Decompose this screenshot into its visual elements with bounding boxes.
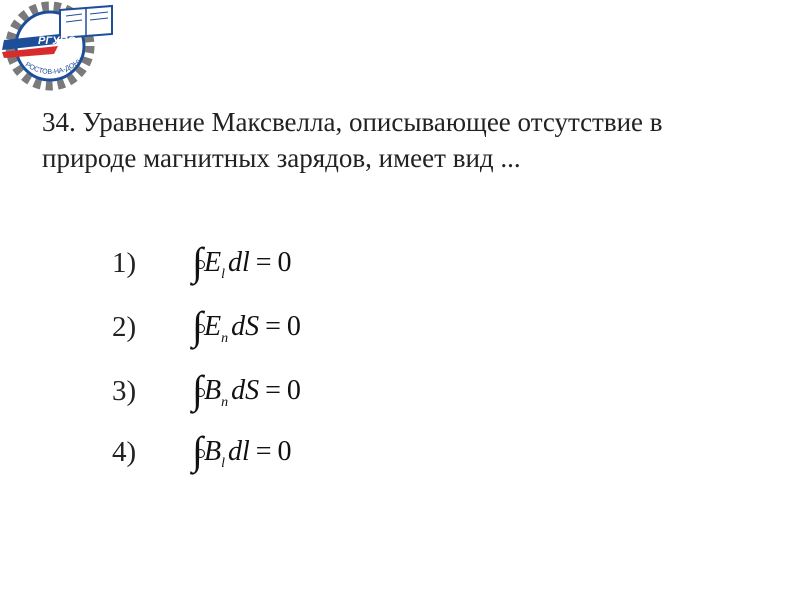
question-line-2: природе магнитных зарядов, имеет вид ... — [42, 143, 521, 173]
rhs-value: 0 — [286, 375, 301, 406]
answer-option-3[interactable] — [0, 369, 800, 413]
answer-option-2[interactable] — [0, 305, 800, 349]
svg-text:РОСТОВ-НА-ДОНУ: РОСТОВ-НА-ДОНУ — [23, 57, 85, 77]
differential: dl — [227, 247, 250, 278]
equals-sign: = — [265, 375, 281, 406]
field-subscript: n — [221, 395, 229, 410]
field-subscript: n — [221, 331, 229, 346]
rhs-value: 0 — [277, 436, 292, 467]
contour-integral-icon: ∫ — [192, 367, 203, 412]
equals-sign: = — [265, 311, 281, 342]
option-formula — [192, 305, 301, 349]
contour-integral-icon: ∫ — [192, 428, 203, 473]
option-number: 2) — [112, 311, 137, 343]
contour-integral-icon: ∫ — [192, 239, 203, 284]
rhs-value: 0 — [277, 247, 292, 278]
equals-sign: = — [255, 247, 272, 278]
option-formula — [192, 369, 301, 413]
question-line-1: 34. Уравнение Максвелла, описывающее отсутствие в — [42, 107, 663, 137]
differential: dS — [231, 311, 260, 342]
rgups-emblem-icon — [0, 0, 116, 92]
differential: dS — [231, 375, 260, 406]
rhs-value: 0 — [286, 311, 301, 342]
option-number: 1) — [112, 247, 137, 279]
answer-option-1[interactable] — [0, 241, 800, 285]
field-symbol: E — [203, 311, 222, 342]
svg-text:РГУПС: РГУПС — [38, 35, 76, 47]
field-symbol: E — [203, 247, 222, 278]
university-logo — [0, 0, 116, 92]
field-subscript: l — [221, 456, 225, 471]
equals-sign: = — [255, 436, 272, 467]
field-symbol: B — [203, 436, 222, 467]
option-number: 3) — [112, 375, 137, 407]
option-formula — [192, 430, 292, 474]
differential: dl — [227, 436, 250, 467]
field-subscript: l — [221, 267, 225, 282]
contour-integral-icon: ∫ — [192, 303, 203, 348]
question-text — [42, 104, 782, 176]
answer-option-4[interactable] — [0, 430, 800, 474]
field-symbol: B — [203, 375, 222, 406]
option-formula — [192, 241, 292, 285]
option-number: 4) — [112, 436, 137, 468]
